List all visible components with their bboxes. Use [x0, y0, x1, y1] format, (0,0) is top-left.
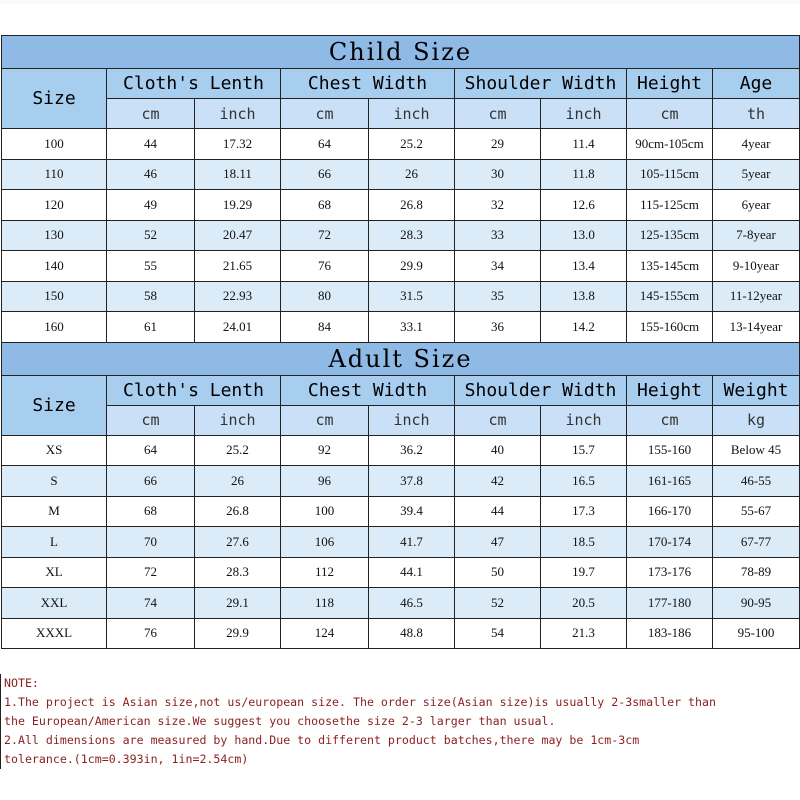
- table-row: [2, 588, 800, 619]
- value-cell: 64: [107, 435, 195, 466]
- unit-cell: inch: [541, 99, 627, 129]
- value-cell: 115-125cm: [627, 190, 713, 221]
- value-cell: 28.3: [195, 557, 281, 588]
- value-cell: 31.5: [369, 281, 455, 312]
- height-header: Height: [627, 69, 713, 99]
- value-cell: 50: [455, 557, 541, 588]
- value-cell: 21.3: [541, 618, 627, 649]
- value-cell: 29.9: [195, 618, 281, 649]
- value-cell: 11.8: [541, 159, 627, 190]
- unit-cell: inch: [195, 405, 281, 435]
- unit-cell: inch: [369, 99, 455, 129]
- value-cell: 52: [107, 220, 195, 251]
- table-row: [2, 190, 800, 221]
- value-cell: 68: [281, 190, 369, 221]
- top-margin: [0, 0, 800, 4]
- size-cell: XS: [2, 435, 107, 466]
- unit-cell: kg: [713, 405, 800, 435]
- value-cell: 124: [281, 618, 369, 649]
- value-cell: 36: [455, 312, 541, 343]
- value-cell: 46.5: [369, 588, 455, 619]
- value-cell: 166-170: [627, 496, 713, 527]
- value-cell: 173-176: [627, 557, 713, 588]
- value-cell: 72: [281, 220, 369, 251]
- value-cell: 76: [281, 251, 369, 282]
- value-cell: 46-55: [713, 466, 800, 497]
- value-cell: 13.8: [541, 281, 627, 312]
- value-cell: 13-14year: [713, 312, 800, 343]
- value-cell: 54: [455, 618, 541, 649]
- value-cell: 24.01: [195, 312, 281, 343]
- unit-cell: th: [713, 99, 800, 129]
- value-cell: 19.29: [195, 190, 281, 221]
- unit-cell: cm: [455, 99, 541, 129]
- size-chart: [0, 35, 800, 649]
- value-cell: 13.4: [541, 251, 627, 282]
- value-cell: 118: [281, 588, 369, 619]
- value-cell: 13.0: [541, 220, 627, 251]
- value-cell: 19.7: [541, 557, 627, 588]
- unit-cell: cm: [281, 405, 369, 435]
- value-cell: 20.47: [195, 220, 281, 251]
- notes-block: [0, 674, 800, 769]
- size-cell: XXL: [2, 588, 107, 619]
- size-cell: 120: [2, 190, 107, 221]
- value-cell: 135-145cm: [627, 251, 713, 282]
- value-cell: 33.1: [369, 312, 455, 343]
- note-line: 2.All dimensions are measured by hand.Due to different product batches,there may be 1cm-3cm: [4, 733, 640, 747]
- size-table: [1, 35, 800, 649]
- value-cell: 74: [107, 588, 195, 619]
- value-cell: 18.5: [541, 527, 627, 558]
- value-cell: 26.8: [195, 496, 281, 527]
- table-row: [2, 466, 800, 497]
- value-cell: Below 45: [713, 435, 800, 466]
- value-cell: 11-12year: [713, 281, 800, 312]
- note-line: 1.The project is Asian size,not us/european size. The order size(Asian size)is usually 2-3smaller than: [4, 695, 716, 709]
- size-cell: XL: [2, 557, 107, 588]
- value-cell: 25.2: [369, 129, 455, 160]
- value-cell: 80: [281, 281, 369, 312]
- value-cell: 72: [107, 557, 195, 588]
- value-cell: 183-186: [627, 618, 713, 649]
- value-cell: 6year: [713, 190, 800, 221]
- value-cell: 44.1: [369, 557, 455, 588]
- value-cell: 161-165: [627, 466, 713, 497]
- adult-size-section: [2, 342, 800, 649]
- size-cell: 100: [2, 129, 107, 160]
- unit-cell: cm: [627, 99, 713, 129]
- value-cell: 7-8year: [713, 220, 800, 251]
- value-cell: 145-155cm: [627, 281, 713, 312]
- value-cell: 15.7: [541, 435, 627, 466]
- value-cell: 11.4: [541, 129, 627, 160]
- unit-cell: cm: [107, 99, 195, 129]
- value-cell: 17.32: [195, 129, 281, 160]
- adult-size-title: Adult Size: [2, 342, 800, 375]
- note-line: tolerance.(1cm=0.393in, 1in=2.54cm): [4, 752, 249, 766]
- unit-cell: cm: [627, 405, 713, 435]
- value-cell: 49: [107, 190, 195, 221]
- value-cell: 4year: [713, 129, 800, 160]
- table-row: [2, 435, 800, 466]
- unit-cell: inch: [541, 405, 627, 435]
- size-cell: 140: [2, 251, 107, 282]
- value-cell: 52: [455, 588, 541, 619]
- value-cell: 48.8: [369, 618, 455, 649]
- weight-header: Weight: [713, 375, 800, 405]
- value-cell: 76: [107, 618, 195, 649]
- value-cell: 17.3: [541, 496, 627, 527]
- size-cell: L: [2, 527, 107, 558]
- value-cell: 22.93: [195, 281, 281, 312]
- size-cell: 160: [2, 312, 107, 343]
- chest-width-header: Chest Width: [281, 69, 455, 99]
- table-row: [2, 159, 800, 190]
- value-cell: 66: [281, 159, 369, 190]
- value-cell: 42: [455, 466, 541, 497]
- shoulder-width-header: Shoulder Width: [455, 69, 627, 99]
- child-size-section: [2, 36, 800, 343]
- value-cell: 16.5: [541, 466, 627, 497]
- value-cell: 36.2: [369, 435, 455, 466]
- value-cell: 33: [455, 220, 541, 251]
- unit-cell: inch: [195, 99, 281, 129]
- cloth-length-header: Cloth's Lenth: [107, 375, 281, 405]
- shoulder-width-header: Shoulder Width: [455, 375, 627, 405]
- value-cell: 155-160: [627, 435, 713, 466]
- value-cell: 170-174: [627, 527, 713, 558]
- table-row: [2, 129, 800, 160]
- unit-cell: cm: [107, 405, 195, 435]
- size-cell: 130: [2, 220, 107, 251]
- value-cell: 27.6: [195, 527, 281, 558]
- value-cell: 9-10year: [713, 251, 800, 282]
- value-cell: 112: [281, 557, 369, 588]
- value-cell: 21.65: [195, 251, 281, 282]
- value-cell: 20.5: [541, 588, 627, 619]
- value-cell: 92: [281, 435, 369, 466]
- value-cell: 40: [455, 435, 541, 466]
- value-cell: 68: [107, 496, 195, 527]
- table-row: [2, 251, 800, 282]
- age-header: Age: [713, 69, 800, 99]
- value-cell: 26: [369, 159, 455, 190]
- cloth-length-header: Cloth's Lenth: [107, 69, 281, 99]
- value-cell: 55: [107, 251, 195, 282]
- table-row: [2, 618, 800, 649]
- value-cell: 84: [281, 312, 369, 343]
- value-cell: 14.2: [541, 312, 627, 343]
- value-cell: 5year: [713, 159, 800, 190]
- value-cell: 29.9: [369, 251, 455, 282]
- height-header: Height: [627, 375, 713, 405]
- value-cell: 25.2: [195, 435, 281, 466]
- value-cell: 177-180: [627, 588, 713, 619]
- size-header: Size: [2, 69, 107, 129]
- table-row: [2, 281, 800, 312]
- value-cell: 35: [455, 281, 541, 312]
- value-cell: 30: [455, 159, 541, 190]
- value-cell: 29.1: [195, 588, 281, 619]
- child-size-title: Child Size: [2, 36, 800, 69]
- value-cell: 90-95: [713, 588, 800, 619]
- value-cell: 100: [281, 496, 369, 527]
- value-cell: 12.6: [541, 190, 627, 221]
- table-row: [2, 527, 800, 558]
- value-cell: 66: [107, 466, 195, 497]
- value-cell: 67-77: [713, 527, 800, 558]
- size-cell: XXXL: [2, 618, 107, 649]
- value-cell: 90cm-105cm: [627, 129, 713, 160]
- value-cell: 61: [107, 312, 195, 343]
- value-cell: 26.8: [369, 190, 455, 221]
- unit-cell: inch: [369, 405, 455, 435]
- value-cell: 125-135cm: [627, 220, 713, 251]
- size-cell: S: [2, 466, 107, 497]
- table-row: [2, 220, 800, 251]
- value-cell: 155-160cm: [627, 312, 713, 343]
- value-cell: 28.3: [369, 220, 455, 251]
- size-cell: 150: [2, 281, 107, 312]
- unit-cell: cm: [281, 99, 369, 129]
- value-cell: 44: [107, 129, 195, 160]
- size-header: Size: [2, 375, 107, 435]
- value-cell: 41.7: [369, 527, 455, 558]
- value-cell: 96: [281, 466, 369, 497]
- size-cell: 110: [2, 159, 107, 190]
- table-row: [2, 312, 800, 343]
- value-cell: 55-67: [713, 496, 800, 527]
- table-row: [2, 557, 800, 588]
- value-cell: 105-115cm: [627, 159, 713, 190]
- value-cell: 58: [107, 281, 195, 312]
- note-line: the European/American size.We suggest you choosethe size 2-3 larger than usual.: [4, 714, 556, 728]
- value-cell: 47: [455, 527, 541, 558]
- value-cell: 18.11: [195, 159, 281, 190]
- value-cell: 46: [107, 159, 195, 190]
- value-cell: 64: [281, 129, 369, 160]
- value-cell: 39.4: [369, 496, 455, 527]
- value-cell: 44: [455, 496, 541, 527]
- unit-cell: cm: [455, 405, 541, 435]
- value-cell: 95-100: [713, 618, 800, 649]
- value-cell: 106: [281, 527, 369, 558]
- size-cell: M: [2, 496, 107, 527]
- value-cell: 34: [455, 251, 541, 282]
- chest-width-header: Chest Width: [281, 375, 455, 405]
- table-row: [2, 496, 800, 527]
- value-cell: 37.8: [369, 466, 455, 497]
- value-cell: 70: [107, 527, 195, 558]
- value-cell: 26: [195, 466, 281, 497]
- value-cell: 78-89: [713, 557, 800, 588]
- note-label: NOTE:: [4, 676, 39, 690]
- value-cell: 32: [455, 190, 541, 221]
- value-cell: 29: [455, 129, 541, 160]
